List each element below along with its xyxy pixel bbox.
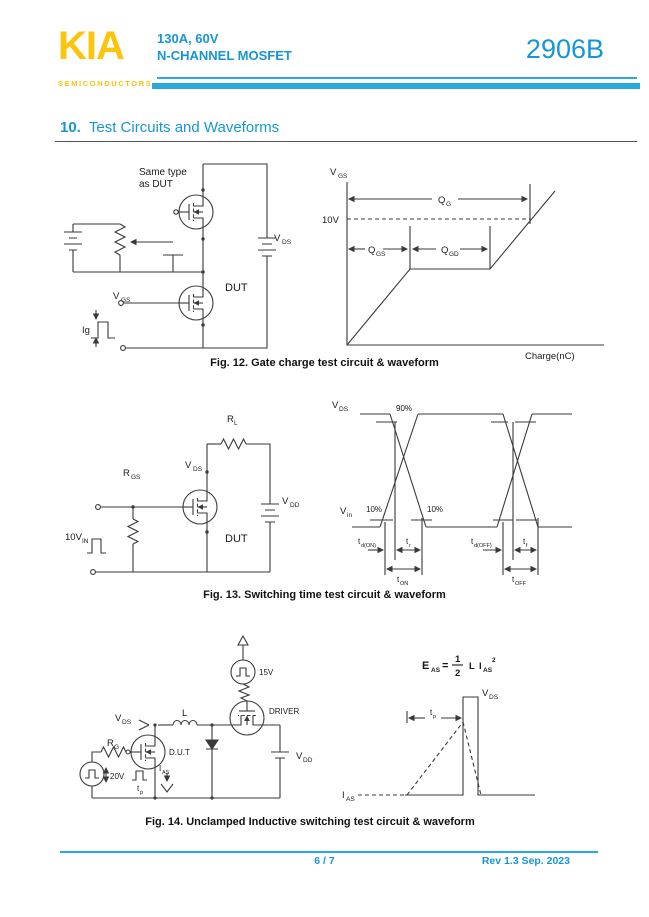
formula-current-subscript: AS [483,667,493,674]
fig13-circuit-wires [87,439,279,572]
ten-volt-label: 10V [322,215,339,226]
tf-label: t [523,537,526,546]
vdd-subscript: DD [303,757,313,764]
formula-numerator: 1 [455,654,461,665]
tp-label: t [137,784,140,793]
axes [347,182,604,345]
td-off-label: t [471,537,474,546]
section-heading [60,119,279,136]
section-number: 10. [60,119,81,136]
tf-subscript: f [526,543,528,549]
vin-subscript: IN [82,538,89,545]
fig13-caption: Fig. 13. Switching time test circuit & waveform [203,589,446,601]
td-on-subscript: d(ON) [361,543,376,549]
vgs-axis-subscript: GS [338,173,348,180]
driver-mosfet-symbol [230,701,264,735]
input-terminal [96,505,101,510]
rl-label: R [227,414,234,425]
qgd-subscript: GD [449,251,459,258]
qgd-label: Q [441,245,449,256]
vds-subscript: DS [339,406,349,413]
rl-subscript: L [234,420,238,427]
input-pulse-symbol [87,539,106,553]
t-off-subscript: OFF [515,581,526,587]
ten-percent-label-left: 10% [366,505,383,514]
qgs-label: Q [368,245,376,256]
turn-on-edges [380,414,426,527]
fig12-gate-charge-waveform [312,162,612,362]
formula-exponent: 2 [492,657,496,664]
turn-off-edges [497,414,538,527]
vin-label: 10V [65,532,82,543]
mosfet-symbol-dut [179,286,213,320]
header-rule-thin [157,77,637,79]
vgs-curve [347,191,555,345]
vdd-label: V [296,751,303,762]
fig12-wave-lines [347,182,604,345]
fig14-uis-circuit [75,630,325,815]
fig13-switching-time-waveform [310,392,610,592]
gate-terminal [126,750,130,754]
vds-label: V [274,233,281,244]
revision-label: Rev 1.3 Sep. 2023 [481,855,570,867]
t-on-label: t [397,575,400,584]
td-off-subscript: d(OFF) [474,543,492,549]
battery-symbol [64,232,82,250]
formula-denominator: 2 [455,668,461,679]
section-title: Test Circuits and Waveforms [88,119,280,136]
diode-symbol [206,740,218,749]
qg-subscript: G [446,201,452,208]
dut-label: DUT [225,533,248,545]
footer-rule [60,851,598,853]
formula-current: I [479,661,482,672]
gate-terminal [174,210,178,214]
part-number: 2906B [525,34,604,64]
tap-symbol [163,255,183,272]
t-on-subscript: ON [400,581,409,587]
header-rule-thick [152,83,640,89]
dut-label: DUT [225,282,248,294]
vds-subscript: DS [193,466,203,473]
same-type-label-1: Same type [139,167,187,178]
gate-pulse-symbol [132,771,147,780]
tr-subscript: r [409,543,411,549]
vds-pulse-trace [405,697,535,795]
vdd-label: V [282,496,289,507]
driver-label: DRIVER [269,707,300,716]
vin-subscript: in [347,512,353,519]
kia-logo: KIA [58,24,124,68]
td-on-label: t [358,537,361,546]
driver-voltage-label: 15V [259,668,274,677]
vds-label: V [332,400,339,411]
vds-probe-arrow [139,720,149,730]
vds-subscript: DS [282,239,292,246]
t-off-label: t [512,575,515,584]
potentiometer-symbol [115,224,125,255]
up-arrow-symbol [238,636,248,645]
rgs-subscript: GS [131,474,141,481]
ias-label: I [342,790,345,801]
inductor-label: L [182,708,188,719]
charge-axis-label: Charge(nC) [525,351,575,362]
battery-symbol [261,504,279,522]
ias-subscript: AS [162,770,170,776]
gate-current-pulse-symbol [91,322,115,338]
section-rule [55,141,637,142]
fig12-circuit-wires [64,164,276,348]
formula-equals: = [442,660,449,672]
vin-label: V [340,506,347,517]
tp-subscript: p [433,714,437,720]
qgs-subscript: GS [376,251,386,258]
tp-label: t [430,708,433,717]
rg-subscript: G [114,744,120,751]
fig14-uis-waveform [330,645,610,815]
ground-terminal [91,570,96,575]
load-resistor-symbol [221,439,246,449]
fig12-caption: Fig. 12. Gate charge test circuit & waveform [210,357,439,369]
gate-resistor-symbol [128,519,138,544]
mosfet-symbol-upper [179,195,213,229]
current-sense-symbol [161,784,173,792]
formula-e-subscript: AS [431,667,441,674]
vds-label: V [185,460,192,471]
ten-percent-label-right: 10% [427,505,444,514]
qg-label: Q [438,195,446,206]
kia-logo-subtitle: SEMICONDUCTORS [58,79,153,88]
fig14-wave-lines [358,665,535,795]
dut-label: D.U.T [169,748,190,757]
driver-gate-resistor [239,684,249,701]
driver-pulse-source [231,660,255,684]
fig14-caption: Fig. 14. Unclamped Inductive switching test circuit & waveform [145,816,475,828]
page-number: 6 / 7 [314,855,335,867]
rg-label: R [107,738,114,749]
formula-inductance: L [469,661,475,672]
fig13-wave-lines [352,414,572,575]
ig-label: Ig [82,325,90,336]
tr-label: t [406,537,409,546]
vgs-subscript: GS [121,297,131,304]
fig13-switching-time-circuit [55,392,305,592]
vgs-axis-label: V [330,167,337,178]
vds-label: V [482,688,489,699]
same-type-label-2: as DUT [139,179,173,190]
vds-label: V [115,713,122,724]
tp-subscript: p [140,790,144,796]
gate-voltage-label: 20V [110,772,125,781]
ground-terminal [121,346,126,351]
vds-subscript: DS [122,719,132,726]
mosfet-symbol-dut [183,490,217,524]
gate-pulse-source [80,762,104,786]
fig12-gate-charge-circuit [55,160,305,360]
device-rating: 130A, 60V [157,31,219,46]
vds-subscript: DS [489,694,499,701]
battery-symbol [271,752,289,758]
ias-subscript: AS [346,796,355,803]
vgs-label: V [113,291,120,302]
formula-e: E [422,660,430,672]
ias-label: I [159,764,162,773]
device-type: N-CHANNEL MOSFET [157,48,292,63]
ninety-percent-label: 90% [396,404,413,413]
rgs-label: R [123,468,130,479]
vdd-subscript: DD [290,502,300,509]
inductor-symbol [173,721,197,726]
